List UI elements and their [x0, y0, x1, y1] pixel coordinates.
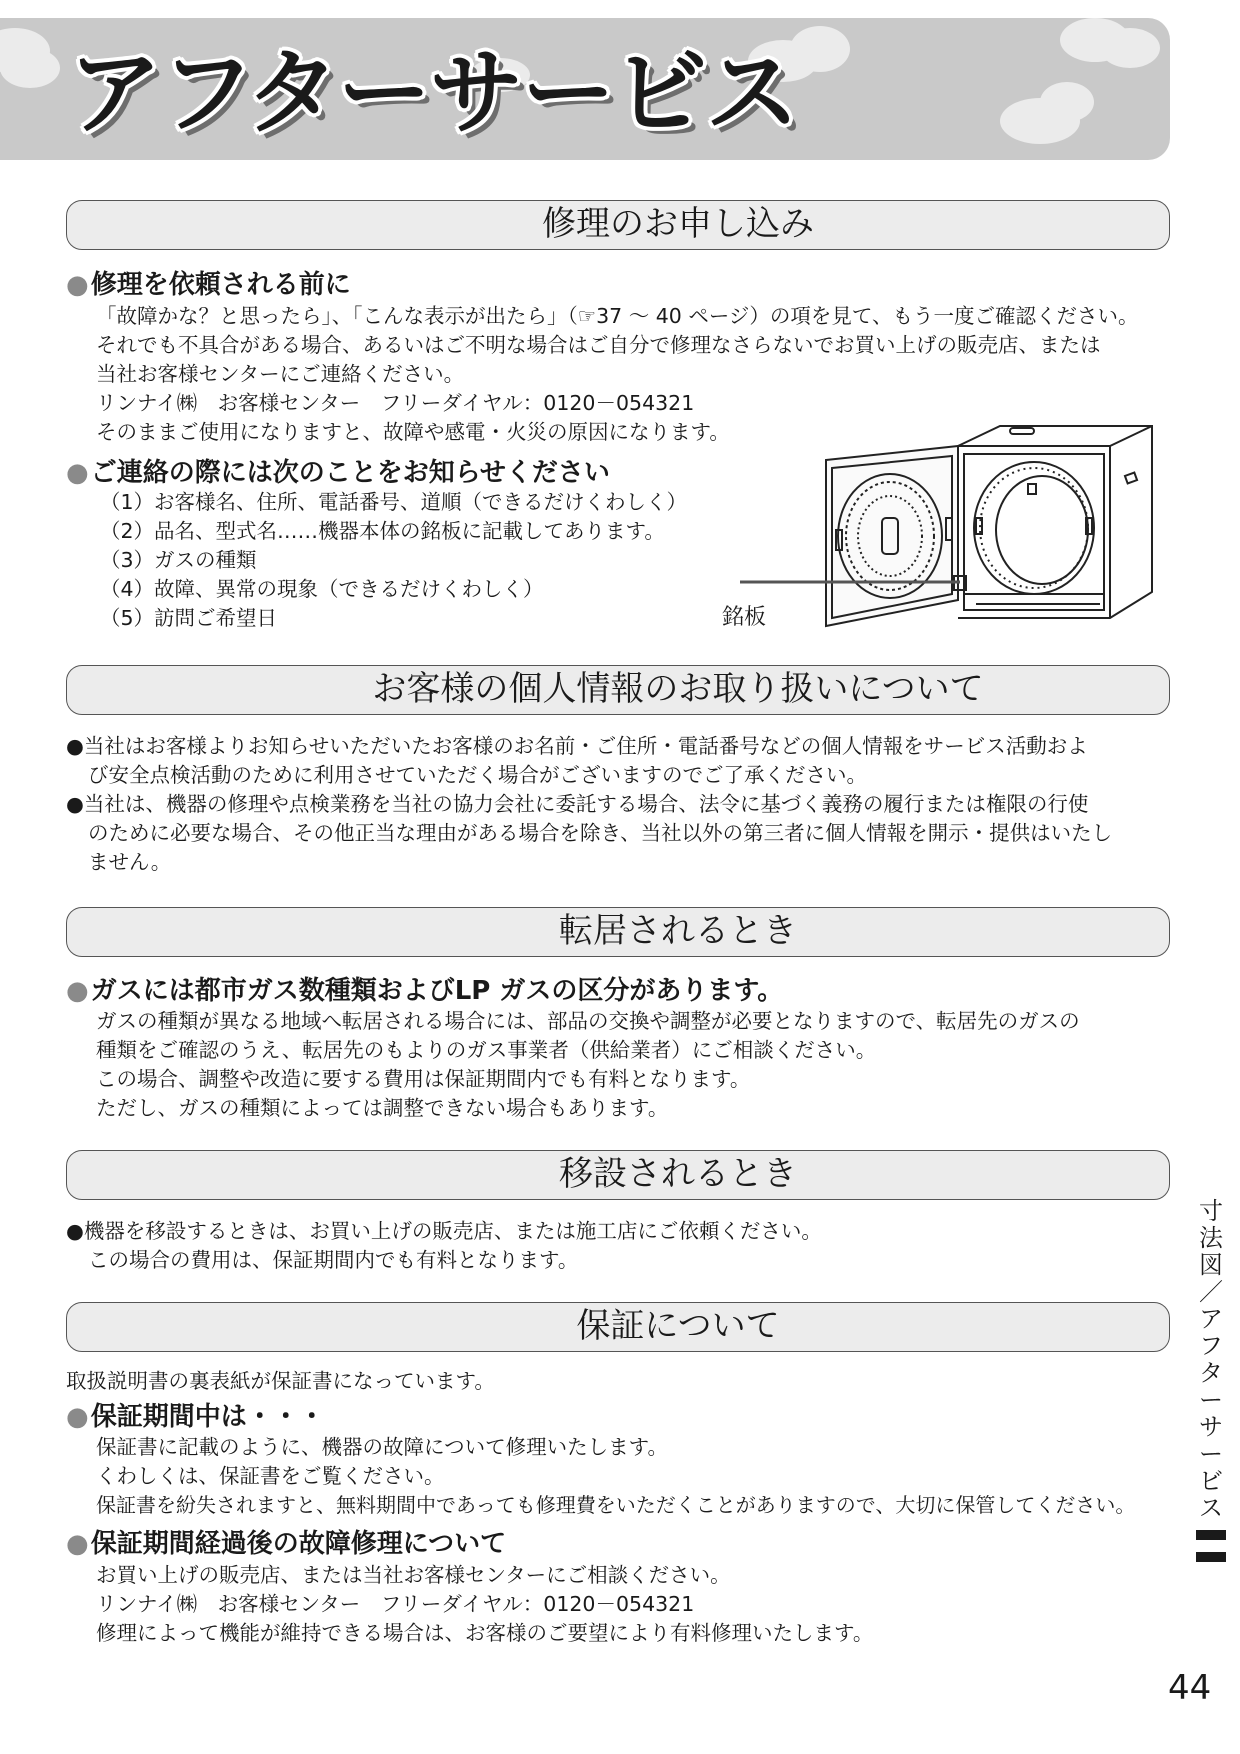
text-line: のために必要な場合、その他正当な理由がある場合を除き、当社以外の第三者に個人情報を開示・提供はいたし: [88, 821, 1113, 845]
list-item: （4）故障、異常の現象（できるだけくわしく）: [100, 577, 544, 601]
section-header-privacy: お客様の個人情報のお取り扱いについて: [66, 665, 1170, 715]
text-line: ●当社は、機器の修理や点検業務を当社の協力会社に委託する場合、法令に基づく義務の履行または権限の行使: [66, 792, 1089, 816]
bullet-icon: ●: [66, 1529, 89, 1559]
side-tab-label: 寸 法 図 ／ ア フ タ ー サ ー ビ ス: [1199, 1197, 1223, 1522]
list-item: （3）ガスの種類: [100, 548, 257, 572]
cloud-decoration: [790, 26, 850, 72]
subheading-gas-types: ●ガスには都市ガス数種類およびLP ガスの区分があります。: [66, 976, 784, 1006]
list-item: （5）訪問ご希望日: [100, 606, 278, 630]
page-number: 44: [1168, 1668, 1212, 1708]
section-header-moving: 転居されるとき: [66, 907, 1170, 957]
cloud-decoration: [1040, 82, 1094, 122]
text-line: 「故障かな？と思ったら」、「こんな表示が出たら」（☞37 ～ 40 ページ）の項を見て、もう一度ご確認ください。: [96, 304, 1139, 328]
text-line: くわしくは、保証書をご覧ください。: [96, 1464, 445, 1488]
bullet-icon: ●: [66, 1402, 89, 1432]
bullet-icon: ●: [66, 270, 89, 300]
cloud-decoration: [0, 48, 60, 88]
list-item: （2）品名、型式名……機器本体の銘板に記載してあります。: [100, 519, 665, 543]
text-line: 当社お客様センターにご連絡ください。: [96, 362, 465, 386]
dryer-illustration: [740, 418, 1160, 638]
text-line: ●当社はお客様よりお知らせいただいたお客様のお名前・ご住所・電話番号などの個人情報をサービス活動およ: [66, 734, 1088, 758]
text-line: ません。: [88, 850, 172, 874]
text-line: 保証書を紛失されますと、無料期間中であっても修理費をいただくことがありますので、大切に保管してください。: [96, 1493, 1136, 1517]
page-title: アフターサービス: [68, 39, 798, 148]
bullet-icon: ●: [66, 458, 89, 488]
text-line: お買い上げの販売店、または当社お客様センターにご相談ください。: [96, 1563, 731, 1587]
text-line: 種類をご確認のうえ、転居先のもよりのガス事業者（供給業者）にご相談ください。: [96, 1038, 877, 1062]
list-item: （1）お客様名、住所、電話番号、道順（できるだけくわしく）: [100, 490, 688, 514]
subheading-after-warranty: ●保証期間経過後の故障修理について: [66, 1529, 507, 1559]
text-line: リンナイ㈱ お客様センター フリーダイヤル：0120－054321: [96, 391, 695, 415]
subheading-before-repair: ●修理を依頼される前に: [66, 270, 351, 300]
text-line: び安全点検活動のために利用させていただく場合がございますのでご了承ください。: [88, 763, 867, 787]
text-line: ただし、ガスの種類によっては調整できない場合もあります。: [96, 1096, 669, 1120]
section-header-repair: 修理のお申し込み: [66, 200, 1170, 250]
text-line: ●機器を移設するときは、お買い上げの販売店、または施工店にご依頼ください。: [66, 1219, 822, 1243]
text-line: リンナイ㈱ お客様センター フリーダイヤル：0120－054321: [96, 1592, 695, 1616]
nameplate-label: 銘板: [722, 605, 767, 630]
section-header-warranty: 保証について: [66, 1302, 1170, 1352]
bullet-icon: ●: [66, 976, 89, 1006]
text-line: 修理によって機能が維持できる場合は、お客様のご要望により有料修理いたします。: [96, 1621, 874, 1645]
text-line: ガスの種類が異なる地域へ転居される場合には、部品の交換や調整が必要となりますので、転居先のガスの: [96, 1009, 1080, 1033]
side-tab-marker: [1196, 1530, 1226, 1540]
text-line: そのままご使用になりますと、故障や感電・火災の原因になります。: [96, 420, 730, 444]
text-line: それでも不具合がある場合、あるいはご不明な場合はご自分で修理なさらないでお買い上げの販売店、または: [96, 333, 1101, 357]
cloud-decoration: [1100, 28, 1160, 68]
subheading-during-warranty: ●保証期間中は・・・: [66, 1402, 325, 1432]
text-line: 保証書に記載のように、機器の故障について修理いたします。: [96, 1435, 668, 1459]
section-header-relocation: 移設されるとき: [66, 1150, 1170, 1200]
side-tab-marker: [1196, 1552, 1226, 1562]
text-line: この場合の費用は、保証期間内でも有料となります。: [88, 1248, 579, 1272]
subheading-contact: ●ご連絡の際には次のことをお知らせください: [66, 458, 610, 488]
warranty-intro: 取扱説明書の裏表紙が保証書になっています。: [66, 1369, 495, 1393]
text-line: この場合、調整や改造に要する費用は保証期間内でも有料となります。: [96, 1067, 751, 1091]
